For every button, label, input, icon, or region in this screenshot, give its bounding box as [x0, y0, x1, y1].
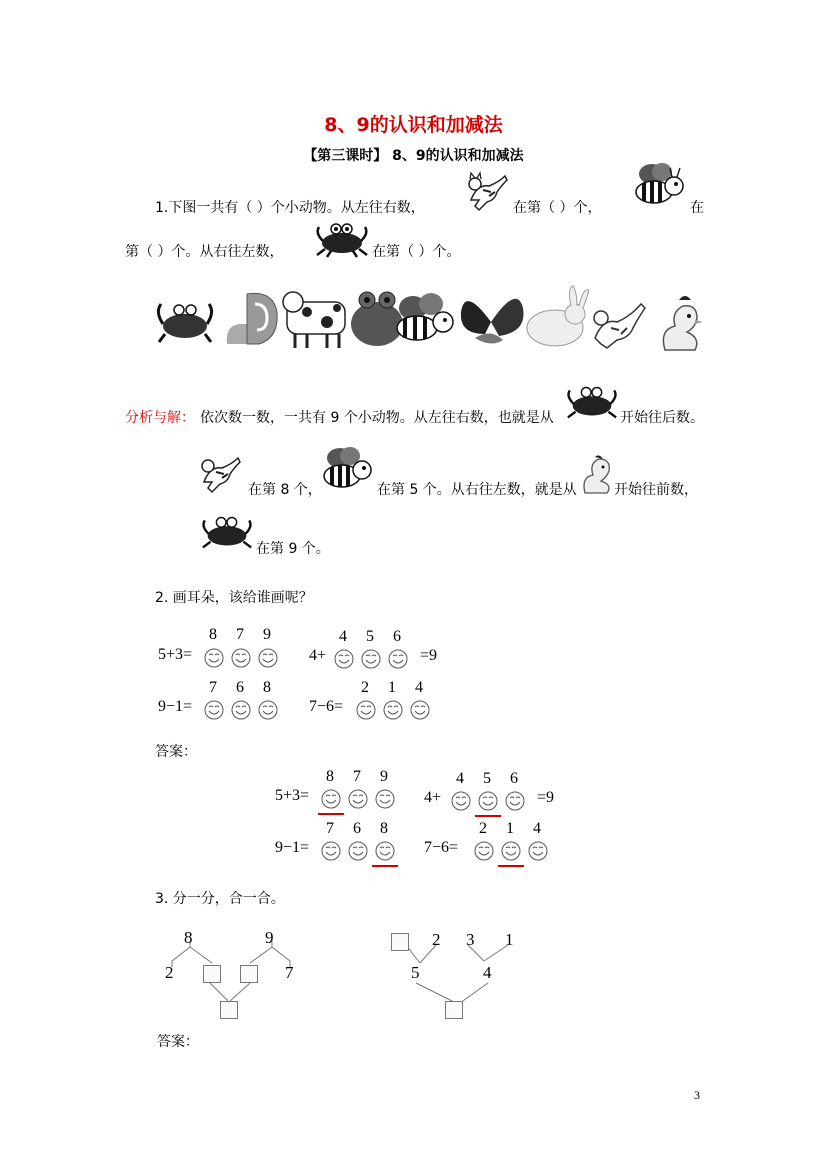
- answer-box[interactable]: [445, 1001, 463, 1019]
- answer-box[interactable]: [391, 933, 409, 951]
- smiley-face-icon: [474, 841, 494, 861]
- page-subtitle: 【第三课时】 8、9的认识和加减法: [303, 148, 524, 164]
- ans-eq4-number: 1: [506, 820, 514, 837]
- q3-right-top-2: 3: [466, 930, 475, 949]
- ans-eq3-lhs: 9−1=: [275, 839, 310, 856]
- answer-underline: [475, 815, 501, 817]
- smiley-face-icon: [321, 789, 341, 809]
- smiley-face-icon: [505, 791, 525, 811]
- crab-icon: [199, 512, 255, 552]
- q2-eq2-number: 6: [393, 628, 401, 645]
- smiley-face-icon: [375, 789, 395, 809]
- q3-answer-label: 答案：: [157, 1034, 199, 1050]
- q2-eq1-number: 7: [236, 626, 244, 643]
- cat-icon: [465, 170, 510, 212]
- q3-left-mid-2: 7: [285, 963, 294, 982]
- snail-icon: [227, 293, 277, 344]
- bee-icon: [397, 293, 453, 340]
- ans-eq1-number: 8: [326, 768, 334, 785]
- analysis-text3: 在第 9 个。: [256, 541, 330, 557]
- q3-left-top-2: 9: [265, 928, 274, 947]
- answer-underline: [318, 813, 344, 815]
- smiley-face-icon: [348, 841, 368, 861]
- answer-box[interactable]: [220, 1001, 238, 1019]
- butterfly-icon: [461, 299, 524, 344]
- q1-line2-a: 第（ ）个。从右往左数，: [125, 244, 284, 260]
- ans-eq4-number: 2: [479, 820, 487, 837]
- analysis-text2c: 开始往前数，: [614, 482, 698, 498]
- q2-eq4-number: 1: [388, 679, 396, 696]
- smiley-face-icon[interactable]: [383, 700, 403, 720]
- q2-eq2-number: 5: [366, 628, 374, 645]
- bee-icon: [320, 444, 374, 496]
- analysis-text2a: 在第 8 个，: [248, 482, 322, 498]
- ans-eq2-number: 5: [483, 770, 491, 787]
- answer-underline: [372, 865, 398, 867]
- q2-eq2-number: 4: [339, 628, 347, 645]
- q1-line2-b: 在第（ ）个。: [372, 244, 461, 260]
- smiley-face-icon[interactable]: [361, 649, 381, 669]
- smiley-face-icon: [348, 789, 368, 809]
- duck-icon: [581, 455, 613, 495]
- analysis-text1: 依次数一数，一共有 9 个小动物。从左往右数，也就是从: [200, 410, 554, 426]
- smiley-face-icon: [501, 841, 521, 861]
- ans-eq3-number: 7: [326, 820, 334, 837]
- ans-eq3-number: 6: [353, 820, 361, 837]
- q2-eq3-number: 7: [209, 679, 217, 696]
- q3-prompt: 3. 分一分，合一合。: [155, 891, 285, 907]
- q2-eq1-lhs: 5+3=: [158, 646, 193, 663]
- ans-eq1-number: 9: [380, 768, 388, 785]
- smiley-face-icon[interactable]: [410, 700, 430, 720]
- ans-eq1-number: 7: [353, 768, 361, 785]
- q2-eq4-lhs: 7−6=: [309, 698, 344, 715]
- q2-answer-label: 答案：: [155, 744, 197, 760]
- page-title: 8、9的认识和加减法: [324, 114, 503, 136]
- q1-line1-c: 在: [690, 200, 704, 216]
- smiley-face-icon[interactable]: [204, 700, 224, 720]
- q3-right-top-1: 2: [432, 930, 441, 949]
- q2-prompt: 2. 画耳朵，该给谁画呢？: [155, 590, 313, 606]
- q2-eq4-number: 2: [361, 679, 369, 696]
- ans-eq4-number: 4: [533, 820, 541, 837]
- ans-eq2-rhs: =9: [537, 789, 555, 806]
- cow-icon: [283, 292, 345, 348]
- q2-eq1-number: 9: [263, 626, 271, 643]
- q2-eq1-number: 8: [209, 626, 217, 643]
- ans-eq1-lhs: 5+3=: [275, 787, 310, 804]
- smiley-face-icon[interactable]: [231, 648, 251, 668]
- q3-right-mid-2: 4: [483, 963, 492, 982]
- page-number: 3: [694, 1088, 700, 1102]
- crab-icon: [564, 382, 620, 422]
- q2-eq2-rhs: =9: [420, 647, 438, 664]
- q2-eq2-lhs: 4+: [309, 647, 327, 664]
- q2-eq4-number: 4: [415, 679, 423, 696]
- smiley-face-icon[interactable]: [204, 648, 224, 668]
- q1-line1-b: 在第（ ）个，: [513, 200, 602, 216]
- ans-eq3-number: 8: [380, 820, 388, 837]
- q2-eq3-lhs: 9−1=: [158, 698, 193, 715]
- cat-icon: [198, 452, 243, 494]
- ans-eq2-lhs: 4+: [424, 789, 442, 806]
- crab-icon: [158, 304, 211, 342]
- answer-box[interactable]: [240, 965, 258, 983]
- q3-right-mid-1: 5: [411, 963, 420, 982]
- smiley-face-icon[interactable]: [258, 648, 278, 668]
- ans-eq4-lhs: 7−6=: [424, 839, 459, 856]
- q3-right-top-3: 1: [505, 930, 514, 949]
- smiley-face-icon: [478, 791, 498, 811]
- bee-icon: [632, 160, 686, 212]
- crab-icon: [313, 219, 371, 259]
- q3-left-mid-1: 2: [165, 963, 174, 982]
- smiley-face-icon[interactable]: [231, 700, 251, 720]
- smiley-face-icon[interactable]: [334, 649, 354, 669]
- q1-line1-a: 1.下图一共有（ ）个小动物。从左往右数，: [155, 200, 425, 216]
- q3-left-top-1: 8: [184, 928, 193, 947]
- smiley-face-icon[interactable]: [356, 700, 376, 720]
- smiley-face-icon: [528, 841, 548, 861]
- smiley-face-icon: [375, 841, 395, 861]
- q2-eq3-number: 8: [263, 679, 271, 696]
- animal-row: [155, 282, 715, 354]
- analysis-text2b: 在第 5 个。从右往左数，就是从: [377, 482, 577, 498]
- ans-eq2-number: 4: [456, 770, 464, 787]
- smiley-face-icon[interactable]: [258, 700, 278, 720]
- smiley-face-icon: [321, 841, 341, 861]
- frog-icon: [351, 292, 403, 346]
- answer-box[interactable]: [203, 965, 221, 983]
- analysis-text1-end: 开始往后数。: [620, 410, 704, 426]
- ans-eq2-number: 6: [510, 770, 518, 787]
- q2-eq3-number: 6: [236, 679, 244, 696]
- cat-icon: [594, 304, 645, 348]
- rabbit-icon: [527, 286, 589, 346]
- duck-icon: [663, 296, 703, 350]
- analysis-label: 分析与解：: [125, 410, 195, 426]
- smiley-face-icon: [451, 791, 471, 811]
- answer-underline: [498, 865, 524, 867]
- smiley-face-icon[interactable]: [388, 649, 408, 669]
